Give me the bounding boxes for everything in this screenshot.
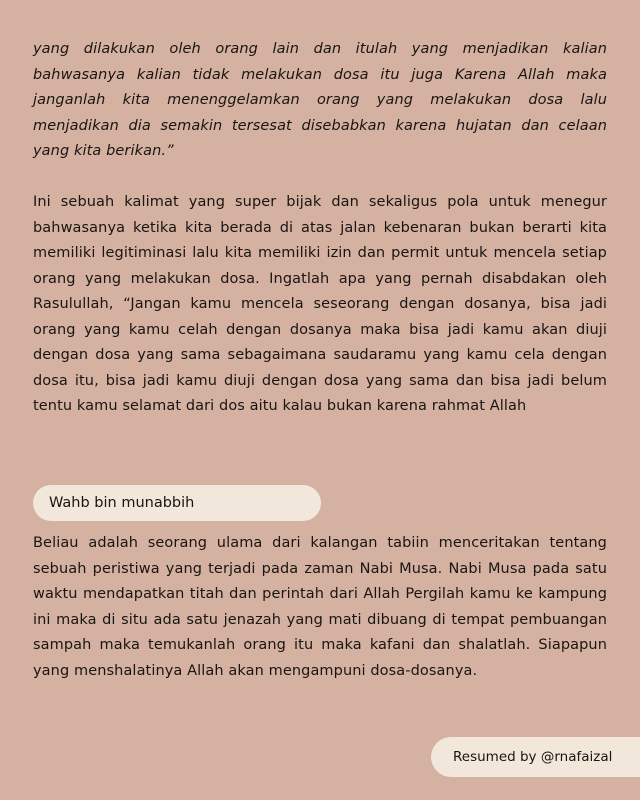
section-heading: Wahb bin munabbih (49, 495, 195, 511)
quote-paragraph: yang dilakukan oleh orang lain dan itulah yang menjadikan kalian bahwasanya kalian tidak melakukan dosa itu juga Karena Allah maka janganlah kita menenggelamkan orang yang melakukan dosa lalu menjadikan dia semakin tersesat disebabkan karena hujatan dan celaan yang kita berikan.” (33, 41, 607, 159)
story-paragraph: Beliau adalah seorang ulama dari kalangan tabiin menceritakan tentang sebuah peristiwa yang terjadi pada zaman Nabi Musa. Nabi Musa pada satu waktu mendapatkan titah dan perintah dari Allah Pergilah kamu ke kampung ini maka di situ ada satu jenazah yang mati dibuang di tempat pembuangan sampah maka temukanlah orang itu maka kafani dan shalatlah. Siapapun yang menshalatinya Allah akan mengampuni dosa-dosanya. (33, 535, 607, 679)
credit-text: Resumed by @rnafaizal (453, 749, 613, 765)
commentary-paragraph: Ini sebuah kalimat yang super bijak dan sekaligus pola untuk menegur bahwasanya ketika kita berada di atas jalan kebenaran bukan berarti kita memiliki legitiminasi lalu kita memiliki izin dan permit untuk mencela setiap orang yang melakukan dosa. Ingatlah apa yang pernah disabdakan oleh Rasulullah, “Jangan kamu mencela seseorang dengan dosanya, bisa jadi orang yang kamu celah dengan dosanya maka bisa jadi kamu akan diuji dengan dosa yang sama sebagaimana saudaramu yang kamu cela dengan dosa itu, bisa jadi kamu diuji dengan dosa yang sama dan bisa jadi belum tentu kamu selamat dari dos aitu kalau bukan karena rahmat Allah (33, 194, 607, 414)
credit-pill (431, 737, 640, 777)
section-heading-pill (33, 485, 321, 521)
